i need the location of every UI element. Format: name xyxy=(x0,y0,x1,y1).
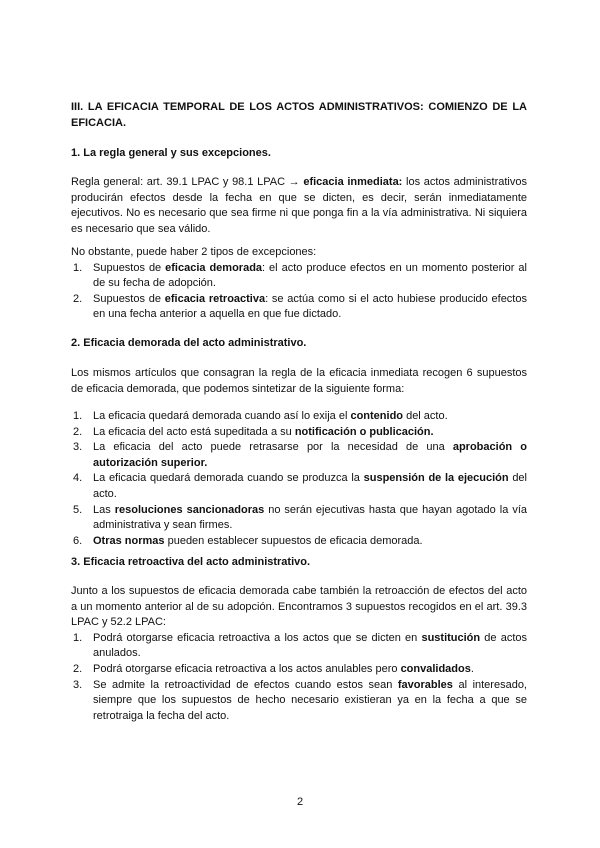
item-text-bold: aprobación o autorización superior. xyxy=(93,441,527,469)
exceptions-intro: No obstante, puede haber 2 tipos de excepciones: xyxy=(71,246,317,258)
item-text-post: . xyxy=(470,662,474,675)
item-text-bold: notificación o publicación. xyxy=(294,425,434,438)
retroactive-efficacy-list xyxy=(71,631,527,725)
section-1 xyxy=(71,146,527,162)
section-3 xyxy=(71,555,527,571)
section-1-exceptions xyxy=(71,245,527,323)
item-text-bold: favorables xyxy=(397,678,453,691)
item-text-bold: Otras normas xyxy=(93,534,165,547)
section-2-list-block xyxy=(71,409,527,549)
section-2 xyxy=(71,336,527,352)
exceptions-list xyxy=(71,261,527,323)
item-text-post: al interesado, siempre que los supuestos de hecho necesario existieran ya en la fecha a que se retrotraiga la fecha del acto. xyxy=(93,678,527,722)
delayed-efficacy-list xyxy=(71,409,527,549)
section-3-intro: Junto a los supuestos de eficacia demorada cabe también la retroacción de efectos del acto a un momento anterior al de su adopción. Encontramos 3 supuestos recogidos en el art. 39.3 LPAC y 52.2 LPAC: xyxy=(71,585,527,629)
item-text-pre: La eficacia del acto puede retrasarse por la necesidad de una xyxy=(93,441,453,454)
item-text-pre: Supuestos de xyxy=(93,292,165,305)
item-text-post: de actos anulados. xyxy=(93,631,528,660)
item-text-pre: Supuestos de xyxy=(93,261,166,274)
list-item xyxy=(71,409,527,425)
item-text-pre: La eficacia quedará demorada cuando así lo exija el xyxy=(93,410,351,422)
list-item xyxy=(71,678,527,725)
page-number: 2 xyxy=(296,796,304,808)
item-text-bold: eficacia demorada xyxy=(165,261,263,274)
list-item xyxy=(71,662,527,678)
list-number: 2. xyxy=(73,292,83,305)
item-text-bold: resoluciones sancionadoras xyxy=(114,503,265,516)
list-item xyxy=(71,292,527,323)
rule-text-pre: Regla general: art. 39.1 LPAC y 98.1 LPAC → xyxy=(71,176,304,188)
section-1-heading: 1. La regla general y sus excepciones. xyxy=(71,147,271,159)
item-text-pre: Las xyxy=(93,503,115,516)
list-item xyxy=(71,534,527,550)
item-text-pre: Podrá otorgarse eficacia retroactiva a los actos anulables pero xyxy=(93,662,401,675)
item-text-bold: suspensión de la ejecución xyxy=(363,472,509,485)
item-text-bold: sustitución xyxy=(421,631,481,644)
section-2-intro-block xyxy=(71,366,527,397)
rule-text-bold: eficacia inmediata: xyxy=(303,176,403,188)
page-title: III. LA EFICACIA TEMPORAL DE LOS ACTOS ADMINISTRATIVOS: COMIENZO DE LA EFICACIA. xyxy=(71,101,527,129)
item-text-post: del acto. xyxy=(93,472,527,500)
item-text-post: : el acto produce efectos en un momento posterior al de su fecha de adopción. xyxy=(93,261,527,290)
list-number: 1. xyxy=(73,631,83,644)
list-number: 5. xyxy=(73,503,83,516)
list-item xyxy=(71,471,527,502)
item-text-bold: contenido xyxy=(350,410,404,422)
item-text-pre: Podrá otorgarse eficacia retroactiva a los actos que se dicten en xyxy=(93,631,422,644)
list-item xyxy=(71,440,527,471)
item-text-post: : se actúa como si el acto hubiese producido efectos en una fecha anterior a aquella en que fue dictado. xyxy=(93,292,527,321)
section-3-body xyxy=(71,584,527,724)
list-number: 2. xyxy=(73,425,83,438)
list-number: 3. xyxy=(73,678,83,691)
list-number: 3. xyxy=(73,441,83,454)
item-text-pre: Se admite la retroactividad de efectos cuando estos sean xyxy=(93,678,398,691)
list-number: 1. xyxy=(73,261,83,274)
item-text-post: pueden establecer supuestos de eficacia demorada. xyxy=(164,534,423,547)
general-rule-paragraph xyxy=(71,175,527,237)
item-text-post: del acto. xyxy=(403,410,448,422)
item-text-bold: convalidados xyxy=(400,662,471,675)
list-number: 6. xyxy=(73,534,83,547)
list-number: 4. xyxy=(73,472,83,485)
item-text-bold: eficacia retroactiva xyxy=(164,292,266,305)
list-item xyxy=(71,261,527,292)
list-number: 2. xyxy=(73,662,83,675)
rule-text-post: los actos administrativos producirán efectos desde la fecha en que se dicten, es decir, serán inmediatamente ejecutivos. No es necesario que sea firme ni que ponga fin a la vía administrativa. Ni siquiera es necesario que sea válido. xyxy=(71,176,527,235)
list-item xyxy=(71,503,527,534)
item-text-post: no serán ejecutivas hasta que hayan agotado la vía administrativa y sean firmes. xyxy=(93,503,527,532)
section-2-heading: 2. Eficacia demorada del acto administrativo. xyxy=(71,337,307,349)
section-2-intro: Los mismos artículos que consagran la regla de la eficacia inmediata recogen 6 supuestos de eficacia demorada, que podemos sintetizar de la siguiente forma: xyxy=(71,367,527,395)
section-1-rule xyxy=(71,175,527,237)
item-text-pre: La eficacia del acto está supeditada a su xyxy=(93,425,295,438)
list-number: 1. xyxy=(73,410,83,422)
list-item xyxy=(71,631,527,662)
section-3-heading: 3. Eficacia retroactiva del acto administrativo. xyxy=(71,556,311,568)
list-item xyxy=(71,425,527,441)
item-text-pre: La eficacia quedará demorada cuando se produzca la xyxy=(93,472,364,485)
